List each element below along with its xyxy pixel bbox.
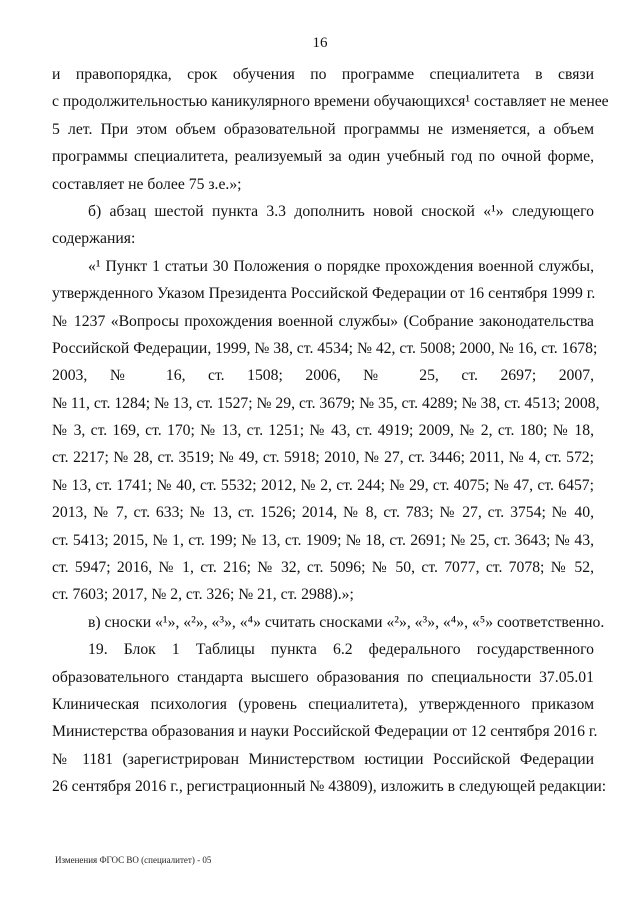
text-line: № 3, ст. 169, ст. 170; № 13, ст. 1251; № 43, ст. 4919; 2009, № 2, ст. 180; № 18, — [52, 422, 594, 440]
text-line: № 1181 (зарегистрирован Министерством юстиции Российской Федерации — [52, 750, 594, 768]
text-line: и правопорядка, срок обучения по программе специалитета в связи — [52, 66, 594, 83]
footer-note: Изменения ФГОС ВО (специалитет) - 05 — [55, 855, 212, 865]
text-line: б) абзац шестой пункта 3.3 дополнить новой сноской «¹» следующего — [88, 202, 594, 220]
text-line: 2013, № 7, ст. 633; № 13, ст. 1526; 2014, № 8, ст. 783; № 27, ст. 3754; № 40, — [52, 504, 594, 522]
text-line: 2003, № 16, ст. 1508; 2006, № 25, ст. 2697; 2007, — [52, 367, 594, 385]
text-line: ст. 7603; 2017, № 2, ст. 326; № 21, ст. 2988).»; — [52, 586, 354, 604]
text-line: Российской Федерации, 1999, № 38, ст. 4534; № 42, ст. 5008; 2000, № 16, ст. 1678; — [52, 339, 598, 357]
text-line: ст. 5413; 2015, № 1, ст. 199; № 13, ст. 1909; № 18, ст. 2691; № 25, ст. 3643; № 43, — [52, 531, 594, 549]
text-line: содержания: — [52, 230, 136, 248]
text-line: с продолжительностью каникулярного времени обучающихся¹ составляет не менее — [52, 93, 609, 111]
text-line: составляет не более 75 з.е.»; — [52, 175, 242, 193]
text-line: № 13, ст. 1741; № 40, ст. 5532; 2012, № 2, ст. 244; № 29, ст. 4075; № 47, ст. 6457; — [52, 476, 594, 494]
text-line: утвержденного Указом Президента Российской Федерации от 16 сентября 1999 г. — [52, 285, 596, 303]
text-line: «¹ Пункт 1 статьи 30 Положения о порядке прохождения военной службы, — [88, 257, 594, 275]
text-line: 5 лет. При этом объем образовательной программы не изменяется, а объем — [52, 120, 594, 138]
text-line: 19. Блок 1 Таблицы пункта 6.2 федерального государственного — [88, 641, 594, 659]
text-line: программы специалитета, реализуемый за один учебный год по очной форме, — [52, 148, 594, 166]
text-line: ст. 5947; 2016, № 1, ст. 216; № 32, ст. 5096; № 50, ст. 7077, ст. 7078; № 52, — [52, 559, 594, 577]
text-line: № 1237 «Вопросы прохождения военной службы» (Собрание законодательства — [52, 312, 594, 330]
text-line: Клиническая психология (уровень специалитета), утвержденного приказом — [52, 695, 594, 713]
text-line: образовательного стандарта высшего образования по специальности 37.05.01 — [52, 668, 594, 686]
page-number: 16 — [312, 35, 328, 51]
text-line: 26 сентября 2016 г., регистрационный № 43809), изложить в следующей редакции: — [52, 778, 607, 796]
text-line: Министерства образования и науки Российской Федерации от 12 сентября 2016 г. — [52, 723, 598, 741]
text-line: ст. 2217; № 28, ст. 3519; № 49, ст. 5918; 2010, № 27, ст. 3446; 2011, № 4, ст. 572; — [52, 449, 594, 467]
text-line: № 11, ст. 1284; № 13, ст. 1527; № 29, ст. 3679; № 35, ст. 4289; № 38, ст. 4513; 2008, — [52, 394, 600, 412]
body-text — [52, 61, 609, 801]
text-line: в) сноски «¹», «²», «³», «⁴» считать сносками «²», «³», «⁴», «⁵» соответственно. — [88, 613, 605, 631]
